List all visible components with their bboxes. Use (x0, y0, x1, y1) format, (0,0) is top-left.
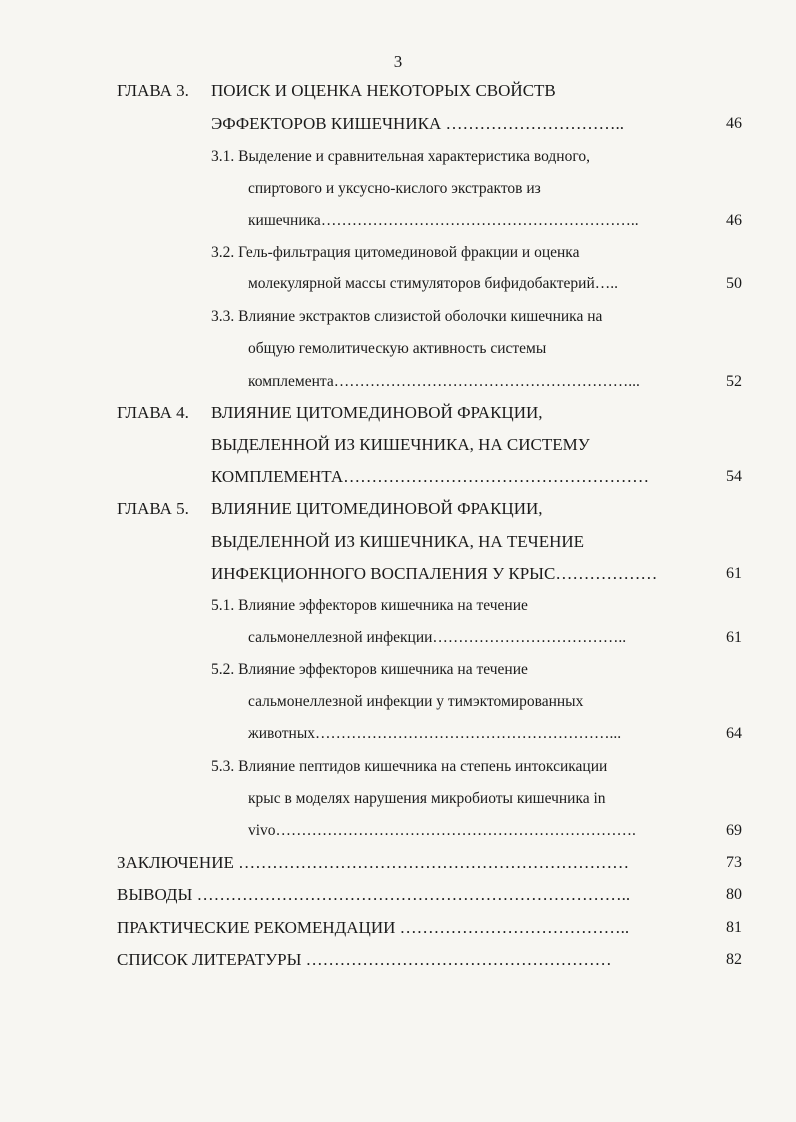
toc-line: 5.1. Влияние эффекторов кишечника на течение (211, 597, 528, 614)
toc-line: ПОИСК И ОЦЕНКА НЕКОТОРЫХ СВОЙСТВ (211, 81, 556, 100)
toc-line: ВЫДЕЛЕННОЙ ИЗ КИШЕЧНИКА, НА ТЕЧЕНИЕ (211, 532, 585, 551)
toc-line: 5.2. Влияние эффекторов кишечника на течение (211, 661, 528, 678)
toc-line: общую гемолитическую активность системы (248, 340, 547, 357)
toc-page-number: 64 (726, 725, 742, 742)
toc-line: ВЫДЕЛЕННОЙ ИЗ КИШЕЧНИКА, НА СИСТЕМУ (211, 435, 590, 454)
toc-line: комплемента…………………………………………………... (248, 373, 640, 390)
toc-line: СПИСОК ЛИТЕРАТУРЫ ……………………………………………… (117, 950, 612, 969)
toc-line: ЗАКЛЮЧЕНИЕ …………………………………………………………… (117, 853, 630, 872)
toc-line: ИНФЕКЦИОННОГО ВОСПАЛЕНИЯ У КРЫС……………… (211, 564, 658, 583)
toc-line: сальмонеллезной инфекции……………………………….. (248, 629, 627, 646)
toc-line: ЭФФЕКТОРОВ КИШЕЧНИКА ………………………….. (211, 114, 624, 133)
toc-page-number: 80 (726, 886, 742, 903)
toc-line: кишечника…………………………………………………….. (248, 212, 639, 229)
toc-page-number: 82 (726, 951, 742, 968)
toc-line: ВЛИЯНИЕ ЦИТОМЕДИНОВОЙ ФРАКЦИИ, (211, 499, 543, 518)
toc-line: КОМПЛЕМЕНТА……………………………………………… (211, 467, 650, 486)
toc-page-number: 46 (726, 212, 742, 229)
page-number: 3 (393, 52, 403, 71)
toc-page-number: 61 (726, 565, 742, 582)
toc-line: спиртового и уксусно-кислого экстрактов из (248, 180, 541, 197)
toc-line: 3.3. Влияние экстрактов слизистой оболочки кишечника на (211, 308, 603, 325)
chapter-label: ГЛАВА 3. (117, 81, 189, 100)
toc-line: крыс в моделях нарушения микробиоты кишечника in (248, 790, 606, 807)
toc-line: 3.1. Выделение и сравнительная характеристика водного, (211, 148, 590, 165)
toc-page-number: 50 (726, 275, 742, 292)
toc-page-number: 81 (726, 919, 742, 936)
toc-line: vivo……………………………………………………………. (248, 822, 636, 839)
toc-page-number: 46 (726, 115, 742, 132)
chapter-label: ГЛАВА 5. (117, 499, 189, 518)
toc-page-number: 54 (726, 468, 742, 485)
toc-line: молекулярной массы стимуляторов бифидобактерий….. (248, 275, 619, 292)
toc-line: 3.2. Гель-фильтрация цитомединовой фракции и оценка (211, 244, 580, 261)
toc-page-number: 73 (726, 854, 742, 871)
toc-line: ВЫВОДЫ ………………………………………………………………….. (117, 885, 631, 904)
toc-line: ВЛИЯНИЕ ЦИТОМЕДИНОВОЙ ФРАКЦИИ, (211, 403, 543, 422)
toc-line: ПРАКТИЧЕСКИЕ РЕКОМЕНДАЦИИ ………………………………….. (117, 918, 630, 937)
toc-page-number: 61 (726, 629, 742, 646)
toc-page-number: 69 (726, 822, 742, 839)
toc-line: сальмонеллезной инфекции у тимэктомированных (248, 693, 584, 710)
toc-line: животных…………………………………………………... (248, 725, 622, 742)
chapter-label: ГЛАВА 4. (117, 403, 189, 422)
toc-page-number: 52 (726, 373, 742, 390)
toc-line: 5.3. Влияние пептидов кишечника на степень интоксикации (211, 758, 608, 775)
